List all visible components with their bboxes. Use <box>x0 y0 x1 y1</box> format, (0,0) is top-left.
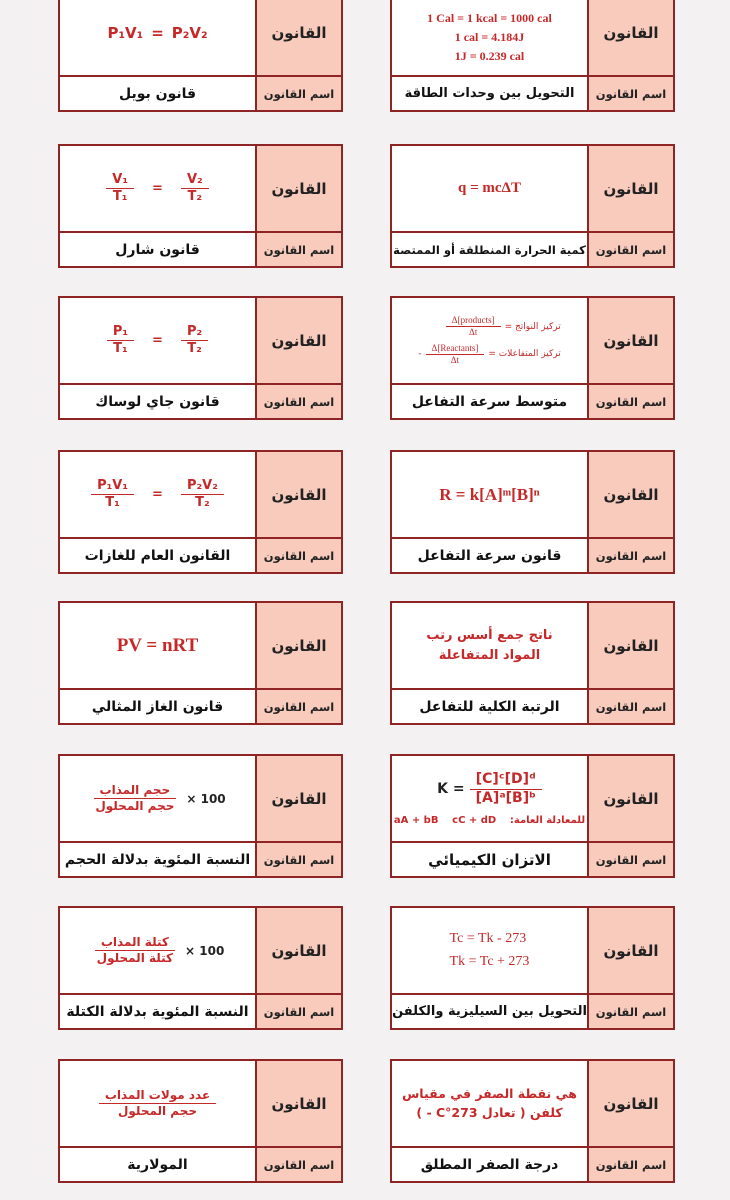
denominator: T₁ <box>105 495 120 510</box>
formula-label: تركيز المتفاعلات = <box>488 349 561 360</box>
general-equation-reactants: aA + bB <box>393 815 439 826</box>
denominator: كتلة المحلول <box>96 951 174 965</box>
formula-line: 1J = 0.239 cal <box>454 49 525 64</box>
law-card-molarity <box>58 1059 343 1183</box>
formula <box>392 452 589 539</box>
formula <box>60 298 257 385</box>
law-name-label: اسم القانون <box>589 690 673 723</box>
law-card-boyle <box>58 0 343 112</box>
law-name-label: اسم القانون <box>589 1148 673 1181</box>
law-name: التحويل بين السيليزية والكلفن <box>392 995 589 1028</box>
law-card-heat-quantity <box>390 144 675 268</box>
law-name: النسبة المئوية بدلالة الكتلة <box>60 995 257 1028</box>
law-name-label: اسم القانون <box>589 233 673 266</box>
denominator: T₂ <box>195 495 210 510</box>
denominator: Δt <box>469 327 478 338</box>
formula <box>392 908 589 995</box>
formula <box>392 1061 589 1148</box>
numerator: Δ[products] <box>446 315 501 327</box>
law-label: القانون <box>589 756 673 843</box>
numerator: كتلة المذاب <box>95 935 175 951</box>
numerator: P₂V₂ <box>181 478 224 495</box>
formula <box>60 908 257 995</box>
law-card-rate-law <box>390 450 675 574</box>
numerator: Δ[Reactants] <box>426 343 485 355</box>
law-label: القانون <box>257 0 341 77</box>
formula-line: 1 cal = 4.184J <box>454 29 525 44</box>
law-name-label: اسم القانون <box>257 77 341 110</box>
general-equation-products: cC + dD <box>452 815 497 826</box>
formula-line: هي نقطة الصفر في مقياس <box>402 1085 577 1101</box>
law-name: درجة الصفر المطلق <box>392 1148 589 1181</box>
law-label: القانون <box>257 1061 341 1148</box>
law-label: القانون <box>589 1061 673 1148</box>
equals-sign: = <box>151 23 164 42</box>
fraction <box>89 783 180 814</box>
formula <box>60 146 257 233</box>
denominator: حجم المحلول <box>117 1104 198 1118</box>
law-name: قانون سرعة التفاعل <box>392 539 589 572</box>
law-name-label: اسم القانون <box>589 843 673 876</box>
law-name-label: اسم القانون <box>257 843 341 876</box>
law-name: قانون بويل <box>60 77 257 110</box>
numerator: P₂ <box>181 324 208 341</box>
denominator: [A]ᵃ[B]ᵇ <box>475 789 536 806</box>
law-label: القانون <box>257 146 341 233</box>
fraction <box>91 935 179 966</box>
law-name: الاتزان الكيميائي <box>392 843 589 876</box>
law-name: القانون العام للغازات <box>60 539 257 572</box>
formula-line: ناتج جمع أسس رتب <box>426 628 553 643</box>
law-name-label: اسم القانون <box>589 77 673 110</box>
fraction <box>91 478 134 512</box>
formula-line: المواد المتفاعلة <box>438 647 541 663</box>
numerator: عدد مولات المذاب <box>99 1088 216 1104</box>
fraction <box>426 343 485 367</box>
law-card-gay-lussac <box>58 296 343 420</box>
law-card-volume-percent <box>58 754 343 878</box>
law-card-absolute-zero <box>390 1059 675 1183</box>
fraction <box>99 1088 216 1119</box>
law-card-celsius-kelvin <box>390 906 675 1030</box>
numerator: P₁ <box>107 324 134 341</box>
formula <box>60 603 257 690</box>
law-name: قانون جاي لوساك <box>60 385 257 418</box>
law-name: النسبة المئوية بدلالة الحجم <box>60 843 257 876</box>
denominator: حجم المحلول <box>95 799 175 813</box>
formula-text: q = mcΔT <box>458 180 521 196</box>
law-label: القانون <box>257 298 341 385</box>
law-card-energy-units <box>390 0 675 112</box>
law-name-label: اسم القانون <box>257 690 341 723</box>
formula-k: K = <box>437 781 465 797</box>
law-name: التحويل بين وحدات الطاقة <box>392 77 589 110</box>
law-name-label: اسم القانون <box>589 995 673 1028</box>
equals-sign: = <box>152 181 163 196</box>
formula <box>60 452 257 539</box>
law-name-label: اسم القانون <box>257 385 341 418</box>
law-name: المولارية <box>60 1148 257 1181</box>
formula-line: Tk = Tc + 273 <box>449 953 530 969</box>
denominator: T₂ <box>187 189 203 204</box>
law-label: القانون <box>257 452 341 539</box>
formula-lhs: P₁V₁ <box>107 23 144 42</box>
law-label: القانون <box>589 452 673 539</box>
numerator: P₁V₁ <box>91 478 134 495</box>
fraction <box>181 172 209 206</box>
numerator: V₂ <box>181 172 209 189</box>
formula-line: Tc = Tk - 273 <box>449 931 527 947</box>
fraction <box>181 478 224 512</box>
multiplier: × 100 <box>185 943 225 958</box>
law-name-label: اسم القانون <box>589 385 673 418</box>
law-name-label: اسم القانون <box>257 995 341 1028</box>
minus-sign: - <box>418 349 422 360</box>
formula <box>392 0 589 77</box>
law-name: متوسط سرعة التفاعل <box>392 385 589 418</box>
multiplier: × 100 <box>186 791 226 806</box>
denominator: T₁ <box>112 189 128 204</box>
formula-label: تركيز النواتج = <box>504 321 561 332</box>
denominator: T₁ <box>113 341 128 356</box>
law-name-label: اسم القانون <box>589 539 673 572</box>
formula <box>392 298 589 385</box>
law-card-ideal-gas <box>58 601 343 725</box>
law-name-label: اسم القانون <box>257 1148 341 1181</box>
numerator: V₁ <box>106 172 134 189</box>
law-label: القانون <box>589 298 673 385</box>
law-card-combined-gas <box>58 450 343 574</box>
law-label: القانون <box>257 756 341 843</box>
formula <box>60 756 257 843</box>
denominator: T₂ <box>187 341 202 356</box>
law-name-label: اسم القانون <box>257 233 341 266</box>
numerator: حجم المذاب <box>94 783 177 799</box>
fraction <box>470 771 542 807</box>
law-card-mass-percent <box>58 906 343 1030</box>
law-card-equilibrium <box>390 754 675 878</box>
fraction <box>106 172 134 206</box>
law-label: القانون <box>589 146 673 233</box>
law-name-label: اسم القانون <box>257 539 341 572</box>
law-name: كمية الحرارة المنطلقة أو الممتصة <box>392 233 589 266</box>
denominator: Δt <box>450 354 460 365</box>
formula <box>392 756 589 843</box>
fraction <box>181 324 208 358</box>
law-card-charles <box>58 144 343 268</box>
law-label: القانون <box>589 908 673 995</box>
law-card-average-rate <box>390 296 675 420</box>
formula <box>60 1061 257 1148</box>
law-label: القانون <box>257 603 341 690</box>
formula <box>392 146 589 233</box>
formula-rhs: P₂V₂ <box>171 23 208 42</box>
formula-text: R = k[A]ᵐ[B]ⁿ <box>439 484 540 504</box>
numerator: [C]ᶜ[D]ᵈ <box>470 771 542 790</box>
fraction <box>446 315 501 339</box>
formula-line: 1 Cal = 1 kcal = 1000 cal <box>427 10 552 25</box>
general-equation-note: للمعادلة العامة: <box>509 815 586 826</box>
law-name: قانون الغاز المثالي <box>60 690 257 723</box>
formula-line: كلفن ( تعادل 273°C - ) <box>416 1104 563 1120</box>
formula <box>392 603 589 690</box>
formula-text: PV = nRT <box>116 634 199 656</box>
law-label: القانون <box>257 908 341 995</box>
law-name: الرتبة الكلية للتفاعل <box>392 690 589 723</box>
equals-sign: = <box>152 333 163 348</box>
formula <box>60 0 257 77</box>
law-name: قانون شارل <box>60 233 257 266</box>
law-label: القانون <box>589 603 673 690</box>
fraction <box>107 324 134 358</box>
equals-sign: = <box>152 487 163 502</box>
law-label: القانون <box>589 0 673 77</box>
law-card-overall-order <box>390 601 675 725</box>
